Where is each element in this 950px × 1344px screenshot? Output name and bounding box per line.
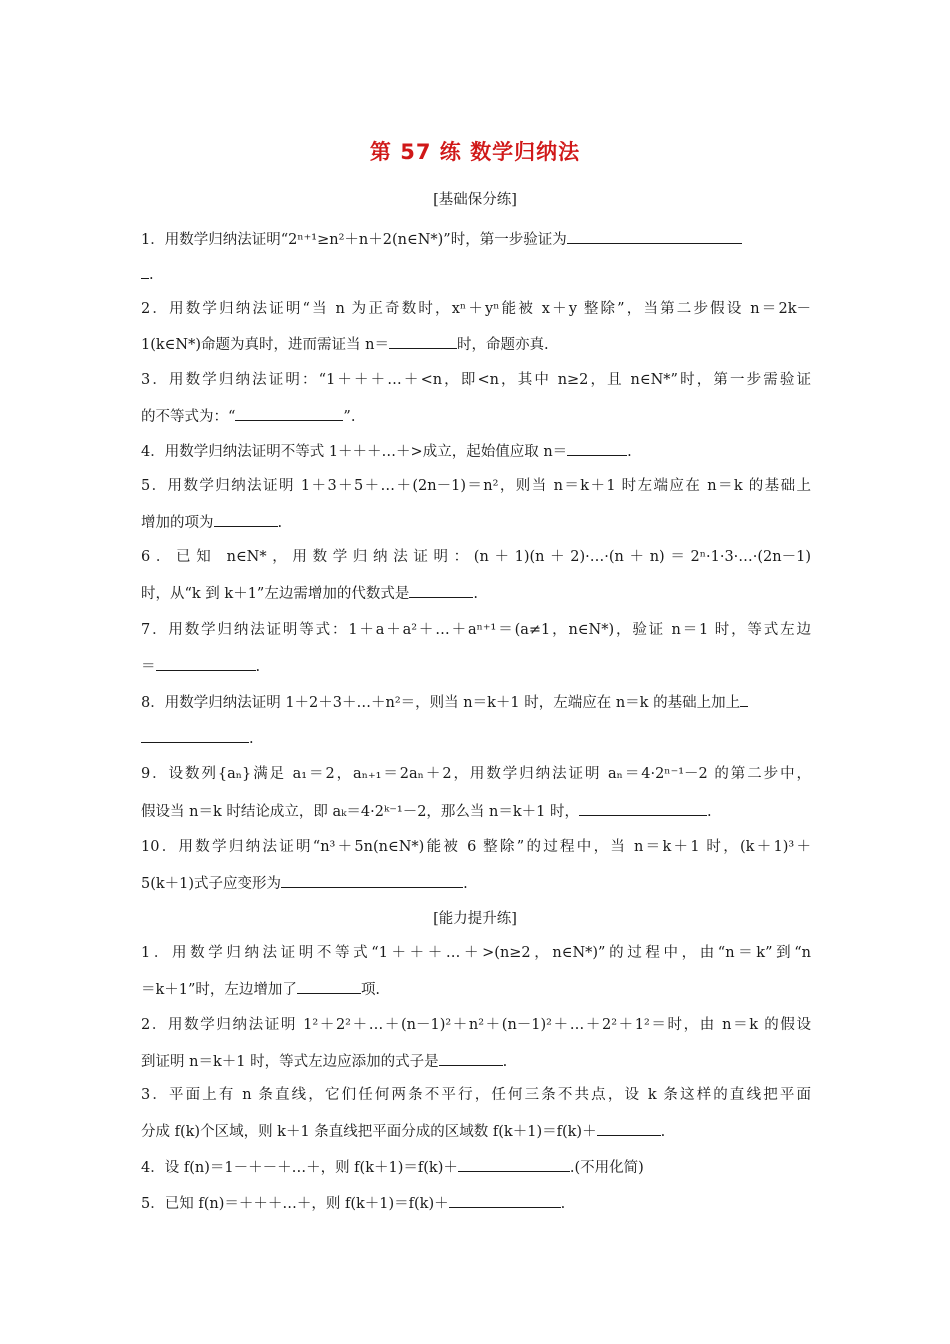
basic-problem-3-line-2: 的不等式为：“ ”. <box>141 406 811 426</box>
basic-problem-7-line-2: ＝ . <box>141 656 811 676</box>
answer-blank[interactable] <box>458 1157 570 1172</box>
advanced-problem-1-line-2: ＝k＋1”时，左边增加了 项. <box>141 979 811 999</box>
basic-problem-3-line-1: 3．用数学归纳法证明：“1＋＋＋…＋<n，即<n，其中 n≥2，且 n∈N*”时，第一步需验证 <box>141 372 811 388</box>
basic-problem-10-line-1: 10．用数学归纳法证明“n³＋5n(n∈N*)能被 6 整除”的过程中，当 n＝k＋1 时，(k＋1)³＋ <box>141 839 811 855</box>
section-heading-basic: [基础保分练] <box>433 192 517 208</box>
advanced-problem-1-line-1: 1．用数学归纳法证明不等式“1＋＋＋…＋>(n≥2，n∈N*)”的过程中，由“n＝k”到“n <box>141 945 811 961</box>
basic-problem-5-line-2: 增加的项为 . <box>141 512 811 532</box>
basic-problem-2-line-2: 1(k∈N*)命题为真时，进而需证当 n＝ 时，命题亦真. <box>141 334 811 354</box>
basic-problem-7-line-1: 7．用数学归纳法证明等式：1＋a＋a²＋…＋aⁿ⁺¹＝(a≠1，n∈N*)，验证 n＝1 时，等式左边 <box>141 622 811 638</box>
basic-problem-2-line-1: 2．用数学归纳法证明“当 n 为正奇数时，xⁿ＋yⁿ能被 x＋y 整除”，当第二步假设 n＝2k－ <box>141 301 811 317</box>
answer-blank[interactable] <box>439 1051 503 1066</box>
advanced-problem-4-line-1: 4．设 f(n)＝1－＋－＋…＋，则 f(k＋1)＝f(k)＋ .(不用化简) <box>141 1157 811 1177</box>
basic-problem-9-line-2: 假设当 n＝k 时结论成立，即 aₖ＝4·2ᵏ⁻¹－2，那么当 n＝k＋1 时， . <box>141 801 811 821</box>
answer-blank[interactable] <box>409 583 473 598</box>
basic-problem-1-line-1: 1．用数学归纳法证明“2ⁿ⁺¹≥n²＋n＋2(n∈N*)”时，第一步验证为 <box>141 229 811 249</box>
basic-problem-9-line-1: 9．设数列{aₙ}满足 a₁＝2，aₙ₊₁＝2aₙ＋2，用数学归纳法证明 aₙ＝4·2ⁿ⁻¹－2 的第二步中， <box>141 766 811 782</box>
advanced-problem-3-line-2: 分成 f(k)个区域，则 k＋1 条直线把平面分成的区域数 f(k＋1)＝f(k)＋ . <box>141 1121 811 1141</box>
answer-blank[interactable] <box>597 1121 661 1136</box>
basic-problem-8-line-2: . <box>141 728 811 748</box>
answer-blank[interactable] <box>740 692 748 707</box>
advanced-problem-2-line-2: 到证明 n＝k＋1 时，等式左边应添加的式子是 . <box>141 1051 811 1071</box>
answer-blank[interactable] <box>214 512 278 527</box>
basic-problem-5-line-1: 5．用数学归纳法证明 1＋3＋5＋…＋(2n－1)＝n²，则当 n＝k＋1 时左端应在 n＝k 的基础上 <box>141 478 811 494</box>
basic-problem-1-line-2: . <box>141 264 811 284</box>
section-heading-advanced: [能力提升练] <box>433 911 517 927</box>
advanced-problem-3-line-1: 3．平面上有 n 条直线，它们任何两条不平行，任何三条不共点，设 k 条这样的直线把平面 <box>141 1087 811 1103</box>
answer-blank[interactable] <box>235 406 343 421</box>
answer-blank[interactable] <box>579 801 707 816</box>
answer-blank[interactable] <box>141 264 149 279</box>
basic-problem-10-line-2: 5(k＋1)式子应变形为 . <box>141 873 811 893</box>
answer-blank[interactable] <box>567 229 742 244</box>
basic-problem-4-line-1: 4．用数学归纳法证明不等式 1＋＋＋…＋>成立，起始值应取 n＝ . <box>141 441 811 461</box>
answer-blank[interactable] <box>449 1193 561 1208</box>
basic-problem-6-line-2: 时，从“k 到 k＋1”左边需增加的代数式是 . <box>141 583 811 603</box>
answer-blank[interactable] <box>156 656 256 671</box>
answer-blank[interactable] <box>389 334 457 349</box>
answer-blank[interactable] <box>297 979 361 994</box>
basic-problem-8-line-1: 8．用数学归纳法证明 1＋2＋3＋…＋n²＝，则当 n＝k＋1 时，左端应在 n＝k 的基础上加上 <box>141 692 811 712</box>
advanced-problem-5-line-1: 5．已知 f(n)＝＋＋＋…＋，则 f(k＋1)＝f(k)＋ . <box>141 1193 811 1213</box>
page-title: 第 57 练 数学归纳法 <box>369 140 581 164</box>
answer-blank[interactable] <box>281 873 463 888</box>
answer-blank[interactable] <box>141 728 249 743</box>
answer-blank[interactable] <box>567 441 627 456</box>
basic-problem-6-line-1: 6．已知 n∈N*，用数学归纳法证明：(n＋1)(n＋2)·…·(n＋n)＝2ⁿ·1·3·…·(2n－1) <box>141 549 811 565</box>
advanced-problem-2-line-1: 2．用数学归纳法证明 1²＋2²＋…＋(n－1)²＋n²＋(n－1)²＋…＋2²＋1²＝时，由 n＝k 的假设 <box>141 1017 811 1033</box>
